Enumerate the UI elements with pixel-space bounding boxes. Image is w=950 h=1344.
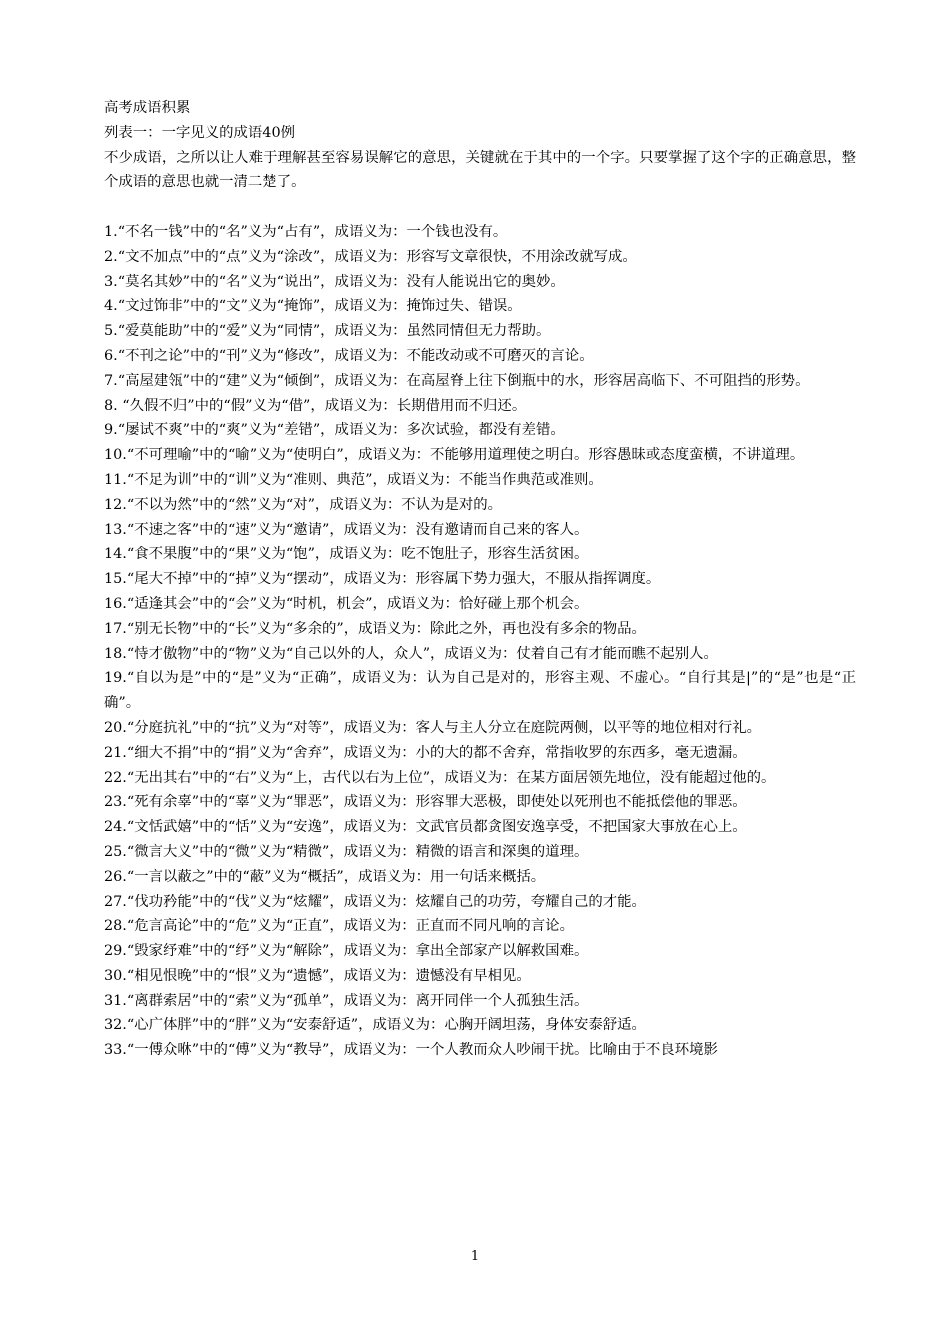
list-item: 16.“适逢其会”中的“会”义为“时机，机会”，成语义为：恰好碰上那个机会。 (104, 595, 589, 612)
list-item: 6.“不刊之论”中的“刊”义为“修改”，成语义为：不能改动或不可磨灭的言论。 (104, 347, 594, 364)
list-item: 24.“文恬武嬉”中的“恬”义为“安逸”，成语义为：文武官员都贪图安逸享受，不把国家大事放在心上。 (104, 819, 747, 836)
list-item: 13.“不速之客”中的“速”义为“邀请”，成语义为：没有邀请而自己来的客人。 (104, 521, 589, 538)
list-item: 7.“高屋建瓴”中的“建”义为“倾倒”，成语义为：在高屋脊上往下倒瓶中的水，形容居高临下、不可阻挡的形势。 (104, 372, 810, 389)
list-item: 19.“自以为是”中的“是”义为“正确”，成语义为：认为自己是对的，形容主观、不虚心。“自行其是|”的“是”也是“正确”。 (104, 670, 856, 712)
intro-paragraph: 不少成语，之所以让人难于理解甚至容易误解它的意思，关键就在于其中的一个字。只要掌握了这个字的正确意思，整个成语的意思也就一清二楚了。 (104, 149, 856, 191)
list-item: 14.“食不果腹”中的“果”义为“饱”，成语义为：吃不饱肚子，形容生活贫困。 (104, 546, 589, 563)
list-item: 22.“无出其右”中的“右”义为“上，古代以右为上位”，成语义为：在某方面居领先地位，没有能超过他的。 (104, 769, 776, 786)
list-item: 9.“屡试不爽”中的“爽”义为“差错”，成语义为：多次试验，都没有差错。 (104, 422, 565, 439)
list-item: 28.“危言高论”中的“危”义为“正直”，成语义为：正直而不同凡响的言论。 (104, 918, 574, 935)
list-item: 29.“毁家纾难”中的“纾”义为“解除”，成语义为：拿出全部家产以解救国难。 (104, 943, 589, 960)
list-item: 33.“一傅众咻”中的“傅”义为“教导”，成语义为：一个人教而众人吵闹干扰。比喻由于不良环境影 (104, 1042, 718, 1059)
list-item: 10.“不可理喻”中的“喻”义为“使明白”，成语义为：不能够用道理使之明白。形容愚昧或态度蛮横，不讲道理。 (104, 447, 805, 464)
list-item: 17.“别无长物”中的“长”义为“多余的”，成语义为：除此之外，再也没有多余的物品。 (104, 620, 646, 637)
list-item: 2.“文不加点”中的“点”义为“涂改”，成语义为：形容写文章很快，不用涂改就写成。 (104, 248, 637, 265)
list-item: 32.“心广体胖”中的“胖”义为“安泰舒适”，成语义为：心胸开阔坦荡，身体安泰舒适。 (104, 1017, 646, 1034)
list-item: 12.“不以为然”中的“然”义为“对”，成语义为：不认为是对的。 (104, 496, 503, 513)
blank-line (104, 195, 856, 220)
list-item: 8. “久假不归”中的“假”义为“借”，成语义为：长期借用而不归还。 (104, 397, 527, 414)
list-item: 15.“尾大不掉”中的“掉”义为“摆动”，成语义为：形容属下势力强大，不服从指挥调度。 (104, 571, 661, 588)
list-item: 18.“恃才傲物”中的“物”义为“自己以外的人，众人”，成语义为：仗着自己有才能而瞧不起别人。 (104, 645, 718, 662)
list-item: 23.“死有余辜”中的“辜”义为“罪恶”，成语义为：形容罪大恶极，即使处以死刑也不能抵偿他的罪恶。 (104, 794, 747, 811)
list-item: 20.“分庭抗礼”中的“抗”义为“对等”，成语义为：客人与主人分立在庭院两侧，以平等的地位相对行礼。 (104, 719, 762, 736)
list-item: 30.“相见恨晚”中的“恨”义为“遗憾”，成语义为：遗憾没有早相见。 (104, 967, 531, 984)
list-item: 26.“一言以蔽之”中的“蔽”义为“概括”，成语义为：用一句话来概括。 (104, 868, 546, 885)
document-title: 高考成语积累 (104, 100, 191, 116)
list-item: 1.“不名一钱”中的“名”义为“占有”，成语义为：一个钱也没有。 (104, 223, 508, 240)
list-item: 25.“微言大义”中的“微”义为“精微”，成语义为：精微的语言和深奥的道理。 (104, 843, 589, 860)
list-item: 27.“伐功矜能”中的“伐”义为“炫耀”，成语义为：炫耀自己的功劳，夸耀自己的才能。 (104, 893, 646, 910)
list-item: 31.“离群索居”中的“索”义为“孤单”，成语义为：离开同伴一个人孤独生活。 (104, 992, 589, 1009)
list-item: 11.“不足为训”中的“训”义为“准则、典范”，成语义为：不能当作典范或准则。 (104, 471, 603, 488)
list-heading: 列表一：一字见义的成语40例 (104, 124, 295, 141)
page-number: 1 (470, 1249, 480, 1264)
idiom-list (104, 220, 856, 1063)
list-item: 5.“爱莫能助”中的“爱”义为“同情”，成语义为：虽然同情但无力帮助。 (104, 323, 551, 340)
list-item: 4.“文过饰非”中的“文”义为“掩饰”，成语义为：掩饰过失、错误。 (104, 298, 522, 315)
document-page (104, 96, 856, 1063)
list-item: 3.“莫名其妙”中的“名”义为“说出”，成语义为：没有人能说出它的奥妙。 (104, 273, 565, 290)
list-item: 21.“细大不捐”中的“捐”义为“舍弃”，成语义为：小的大的都不舍弃，常指收罗的东西多，毫无遗漏。 (104, 744, 747, 761)
